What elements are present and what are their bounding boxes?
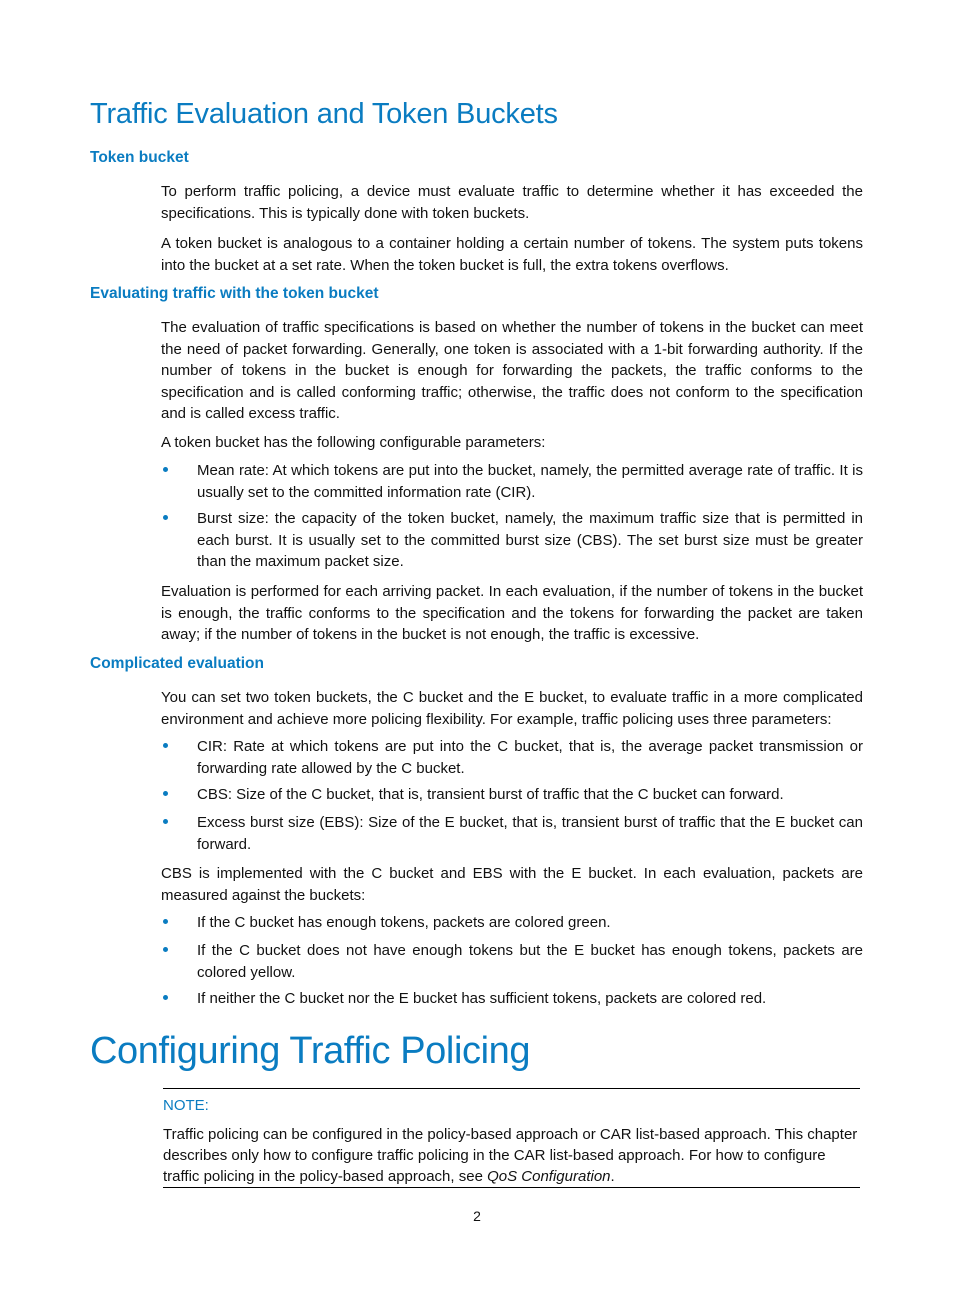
note-label: NOTE: <box>163 1097 209 1114</box>
list-item-text: CBS: Size of the C bucket, that is, transient burst of traffic that the C bucket can forward. <box>197 786 784 803</box>
list-item <box>161 736 863 779</box>
heading-complicated-evaluation: Complicated evaluation <box>90 655 264 672</box>
paragraph: A token bucket is analogous to a container holding a certain number of tokens. The system puts tokens into the bucket at a set rate. When the token bucket is full, the extra tokens overflows. <box>161 235 863 274</box>
list-item-text: Excess burst size (EBS): Size of the E bucket, that is, transient burst of traffic that the E bucket can forward. <box>197 814 863 853</box>
note-text <box>163 1124 861 1187</box>
page-number: 2 <box>473 1208 481 1224</box>
chapter-title: Configuring Traffic Policing <box>90 1030 531 1072</box>
section-title: Traffic Evaluation and Token Buckets <box>90 98 558 130</box>
bullet-icon <box>163 743 168 748</box>
paragraph: A token bucket has the following configurable parameters: <box>161 434 546 451</box>
note-bottom-divider <box>163 1187 860 1188</box>
list-item-text: CIR: Rate at which tokens are put into the C bucket, that is, the average packet transmission or forwarding rate allowed by the C bucket. <box>197 738 863 777</box>
note-end: . <box>610 1168 615 1185</box>
list-item <box>161 812 863 855</box>
bullet-icon <box>163 995 168 1000</box>
heading-token-bucket: Token bucket <box>90 149 189 166</box>
list-item <box>161 508 863 573</box>
list-item <box>161 784 863 806</box>
bullet-icon <box>163 791 168 796</box>
list-item <box>161 460 863 503</box>
list-item-text: Mean rate: At which tokens are put into the bucket, namely, the permitted average rate of traffic. It is usually set to the committed information rate (CIR). <box>197 462 863 501</box>
bullet-icon <box>163 515 168 520</box>
paragraph: CBS is implemented with the C bucket and EBS with the E bucket. In each evaluation, packets are measured against the buckets: <box>161 865 863 904</box>
note-top-divider <box>163 1088 860 1089</box>
bullet-icon <box>163 467 168 472</box>
list-item-text: If neither the C bucket nor the E bucket has sufficient tokens, packets are colored red. <box>197 990 767 1007</box>
note-body: Traffic policing can be configured in the policy-based approach or CAR list-based approach. This chapter describes only how to configure traffic policing in the CAR list-based approach. For how to configure traffic policing in the policy-based approach, see <box>163 1126 858 1185</box>
bullet-icon <box>163 919 168 924</box>
paragraph: To perform traffic policing, a device must evaluate traffic to determine whether it has exceeded the specifications. This is typically done with token buckets. <box>161 183 863 222</box>
paragraph: Evaluation is performed for each arriving packet. In each evaluation, if the number of tokens in the bucket is enough, the traffic conforms to the specification and the tokens for forwarding the packet are taken away; if the number of tokens in the bucket is not enough, the traffic is excessive. <box>161 583 863 643</box>
heading-evaluating-traffic: Evaluating traffic with the token bucket <box>90 285 379 302</box>
bullet-icon <box>163 819 168 824</box>
list-item <box>161 940 863 983</box>
list-item-text: If the C bucket has enough tokens, packets are colored green. <box>197 914 611 931</box>
list-item-text: If the C bucket does not have enough tokens but the E bucket has enough tokens, packets are colored yellow. <box>197 942 863 981</box>
qos-configuration-link[interactable]: QoS Configuration <box>487 1168 611 1185</box>
list-item-text: Burst size: the capacity of the token bucket, namely, the maximum traffic size that is permitted in each burst. It is usually set to the committed burst size (CBS). The set burst size must be greater than the maximum packet size. <box>197 510 863 570</box>
paragraph: The evaluation of traffic specifications is based on whether the number of tokens in the bucket can meet the need of packet forwarding. Generally, one token is associated with a 1-bit forwarding authority. If the number of tokens in the bucket is enough for forwarding the packets, the traffic conforms to the specification and is called conforming traffic; otherwise, the traffic does not conform to the specification and is called excess traffic. <box>161 319 863 422</box>
list-item <box>161 912 863 934</box>
bullet-icon <box>163 947 168 952</box>
list-item <box>161 988 863 1010</box>
paragraph: You can set two token buckets, the C bucket and the E bucket, to evaluate traffic in a more complicated environment and achieve more policing flexibility. For example, traffic policing uses three parameters: <box>161 689 863 728</box>
